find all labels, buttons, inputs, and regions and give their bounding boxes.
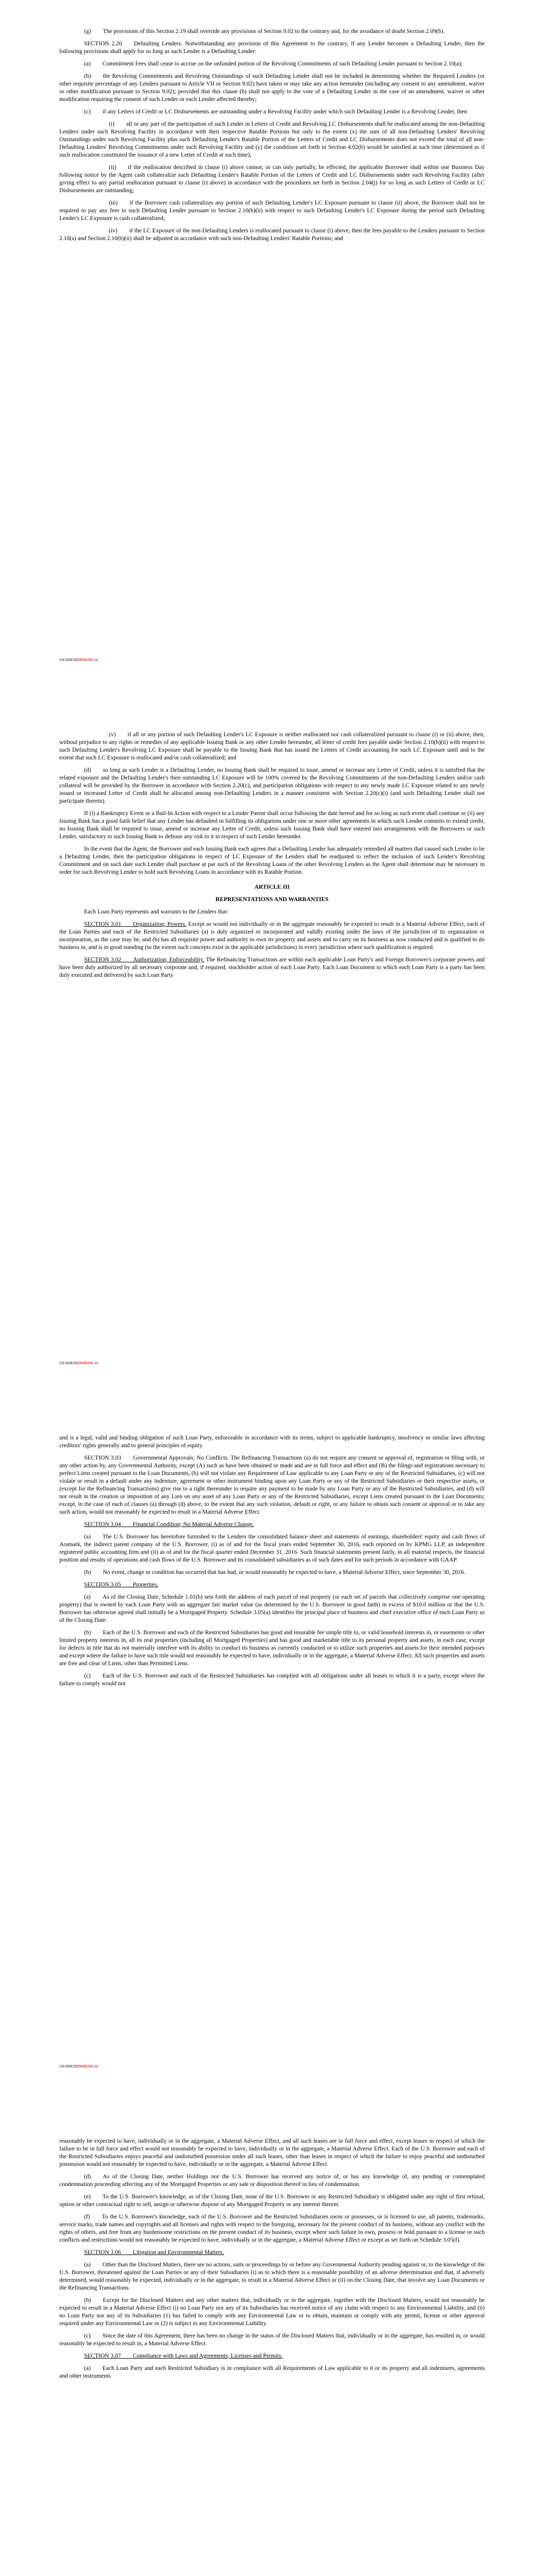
section-heading: SECTION 3.05 Properties. bbox=[84, 1582, 159, 1588]
page-3-body bbox=[59, 1434, 485, 1692]
page-4 bbox=[0, 2110, 544, 2576]
doc-footer: US-DOCS\89588268.14 bbox=[59, 658, 98, 662]
paragraph: (c) Each of the U.S. Borrower and each of the Restricted Subsidiaries has complied with all obligations under all leases to which it is a party, except where the failure to comply would not bbox=[59, 1673, 485, 1687]
paragraph: SECTION 3.03 Governmental Approvals; No Conflicts. The Refinancing Transactions (a) do not require any consent or approval of, registration or filing with, or any other action by, any Governmental Authority, except (A) such as have been obtained or made and are in full force and effect and (B) the filings and registrations necessary to perfect Liens created pursuant to the Loan Documents, (b) will not violate any Requirement of Law applicable to any Loan Party or any of the Restricted Subsidiaries, (c) will not violate or result in a default under any indenture, agreement or other instrument binding upon any Loan Party or any of the Restricted Subsidiaries or their respective assets, or (except for the Refinancing Transactions) give rise to a right thereunder to require any payment to be made by any Loan Party or any of the Restricted Subsidiaries, and (d) will not result in the creation or imposition of any Lien on any asset of any Loan Party or any of the Restricted Subsidiaries, except Liens created pursuant to the Loan Documents; except, in the case of each of clauses (a) through (d) above, to the extent that any such violation, default or right, or any failure to obtain such consent or approval or to take any such action, would not reasonably be expected to result in a Material Adverse Effect. bbox=[59, 1455, 485, 1515]
page-3 bbox=[0, 1406, 544, 2110]
paragraph: (b) the Revolving Commitments and Revolving Outstandings of such Defaulting Lender shall not be included in determining whether the Required Lenders (or other requisite percentage of any Lenders pursuant to Article VII or Section 9.02) have taken or may take any action hereunder (including any consent to any amendment, waiver or other modification pursuant to Section 9.02); provided that this clause (b) shall not apply to the vote of a Defaulting Lender in the case of an amendment, waiver or other modification requiring the consent of such Lender or each Lender affected thereby; bbox=[59, 73, 485, 103]
paragraph: and is a legal, valid and binding obligation of such Loan Party, enforceable in accordance with its terms, subject to applicable bankruptcy, insolvency or similar laws affecting creditors' rights generally and to general principles of equity. bbox=[59, 1435, 485, 1449]
section-heading: SECTION 3.06 Litigation and Environmental Matters. bbox=[84, 2249, 224, 2256]
paragraph: Each Loan Party represents and warrants to the Lenders that: bbox=[84, 909, 229, 915]
paragraph: (iii) if the Borrower cash collateralizes any portion of such Defaulting Lender's LC Exposure pursuant to clause (ii) above, the Borrower shall not be required to pay any fees to such Defaulting Lender pursuant to Section 2.10(b)(ii) with respect to such Defaulting Lender's LC Exposure during the period such Defaulting Lender's LC Exposure is cash collateralized; bbox=[59, 200, 485, 222]
paragraph: (b) Each of the U.S. Borrower and each of the Restricted Subsidiaries has good and insurable fee simple title to, or valid leasehold interests in, or easements or other limited property interests in, all its real properties (including all Mortgaged Properties) and has good and marketable title to its personal property and assets, in each case, except for defects in title that do not materially interfere with its ability to conduct its business as currently conducted or to utilize such properties and assets for their intended purposes and except where the failure to have such title would not reasonably be expected to have, individually or in the aggregate, a Material Adverse Effect. All such properties and assets are free and clear of Liens, other than Permitted Liens. bbox=[59, 1630, 485, 1667]
paragraph: (b) No event, change or condition has occurred that has had, or would reasonably be expected to have, a Material Adverse Effect, since September 30, 2016. bbox=[84, 1569, 466, 1575]
page-4-body bbox=[59, 2138, 485, 2385]
paragraph: (d) As of the Closing Date, neither Holdings nor the U.S. Borrower has received any notice of, or has any knowledge of, any pending or contemplated condemnation proceeding affecting any of the Mortgaged Properties or any sale or disposition thereof in lieu of condemnation. bbox=[59, 2174, 485, 2188]
article-title: REPRESENTATIONS AND WARRANTIES bbox=[215, 896, 329, 903]
section-heading: SECTION 3.04 Financial Condition; No Material Adverse Change. bbox=[84, 1521, 254, 1528]
paragraph: In the event that the Agent, the Borrower and each Issuing Bank each agrees that a Defaulting Lender has adequately remedied all matters that caused such Lender to be a Defaulting Lender, then the participation obligations in respect of LC Exposure of the Lenders shall be readjusted to reflect the inclusion of such Lender's Revolving Commitment and on such date such Lender shall purchase at par such of the Revolving Loans of the other Revolving Lenders as the Agent shall determine may be necessary in order for such Revolving Lender to hold such Revolving Loans in accordance with its Ratable Portion. bbox=[59, 846, 485, 875]
paragraph: (f) To the U.S. Borrower's knowledge, each of the U.S. Borrower and the Restricted Subsidiaries owns or possesses, or is licensed to use, all patents, trademarks, service marks, trade names and copyrights and all licenses and rights with respect to the foregoing, necessary for the present conduct of its business, without any conflict with the rights of others, and free from any burdensome restrictions on the present conduct of its business, except where such failure to own, possess or hold pursuant to a license or such conflicts and restrictions would not reasonably be expected to have, individually or in the aggregate, a Material Adverse Effect or except as set forth on Schedule 3.05(f). bbox=[59, 2214, 485, 2243]
page-2-body bbox=[59, 731, 485, 984]
paragraph: (i) all or any part of the participation of such Lender in Letters of Credit and Revolving LC Disbursements shall be reallocated among the non-Defaulting Lenders under such Revolving Facility in accordance with their respective Ratable Portions but only to the extent (x) the sum of all non-Defaulting Lenders' Revolving Outstandings under such Revolving Facility plus such Defaulting Lender's Ratable Portion of the Letters of Credit and LC Disbursements does not exceed the total of all non-Defaulting Lenders' Revolving Commitments under such Revolving Facility and (y) the conditions set forth in Section 4.02(b) would be satisfied at such time (determined as if such reallocation constituted the issuance of a new Letter of Credit at such time); bbox=[59, 121, 485, 158]
paragraph: (a) Each Loan Party and each Restricted Subsidiary is in compliance with all Requirements of Law applicable to it or its property and all indentures, agreements and other instruments bbox=[59, 2365, 485, 2379]
paragraph: (b) Except for the Disclosed Matters and any other matters that, individually or in the aggregate, together with the Disclosed Matters, would not reasonably be expected to result in a Material Adverse Effect (i) no Loan Party nor any of its Subsidiaries has received notice of any claim with respect to any Environmental Liability, and (ii) no Loan Party nor any of its Subsidiaries (1) has failed to comply with any Environmental Law or to obtain, maintain or comply with any permit, license or other approval required under any Environmental Law or (2) is subject to any Environmental Liability. bbox=[59, 2297, 485, 2327]
section-3-01: SECTION 3.01 Organization; Powers. Except as would not individually or in the aggregate reasonably be expected to result in a Material Adverse Effect, each of the Loan Parties and each of the Restricted Subsidiaries (a) is duly organized or incorporated and validly existing under the laws of the jurisdiction of its organization or incorporation, as the case may be, and (b) has all requisite power and authority to own its property and assets and to carry on its business as now conducted and is qualified to do business in, and is in good standing (to the extent such concepts exist in the applicable jurisdictions) in every jurisdiction where such qualification is required. bbox=[59, 921, 485, 951]
paragraph: (c) if any Letters of Credit or LC Disbursements are outstanding under a Revolving Facility under which such Defaulting Lender is a Revolving Lender, then bbox=[84, 109, 468, 115]
paragraph: (e) To the U.S. Borrower's knowledge, as of the Closing Date, none of the U.S. Borrower or any Restricted Subsidiary is obligated under any right of first refusal, option or other contractual right to sell, assign or otherwise dispose of any Mortgaged Property or any interest therein. bbox=[59, 2194, 485, 2208]
paragraph: reasonably be expected to have, individually or in the aggregate, a Material Adverse Effect, and all such leases are in full force and effect, except leases in respect of which the failure to be in full force and effect would not reasonably be expected to have, individually or in the aggregate, a Material Adverse Effect. Each of the U.S. Borrower and each of the Restricted Subsidiaries enjoys peaceful and undisturbed possession under all such leases, other than leases in respect of which the failure to enjoy peaceful and undisturbed possession would not reasonably be expected to have, individually or in the aggregate, a Material Adverse Effect. bbox=[59, 2138, 485, 2167]
doc-footer: US-DOCS\89588268.14 bbox=[59, 2065, 98, 2069]
paragraph: (v) if all or any portion of such Defaulting Lender's LC Exposure is neither reallocated nor cash collateralized pursuant to clause (i) or (ii) above, then, without prejudice to any rights or remedies of any applicable Issuing Bank or any other Lender hereunder, all letter of credit fees payable under Section 2.10(b)(ii) with respect to such Defaulting Lender's Revolving LC Exposure shall be payable to the Issuing Bank that has issued the Letters of Credit accounting for such LC Exposure until and to the extent that such LC Exposure is reallocated and/or cash collateralized; and bbox=[59, 732, 485, 761]
doc-footer: US-DOCS\89588268.14 bbox=[59, 1362, 98, 1365]
section-heading: SECTION 3.07 Compliance with Laws and Agreements; Licenses and Permits. bbox=[84, 2353, 283, 2359]
section-3-02: SECTION 3.02 Authorization; Enforceability. The Refinancing Transactions are within each applicable Loan Party's and Foreign Borrower's corporate powers and have been duly authorized by all necessary corporate and, if required, stockholder action of each Loan Party. Each Loan Document to which each Loan Party is a party has been duly executed and delivered by such Loan Party bbox=[59, 957, 485, 978]
paragraph: SECTION 2.20 Defaulting Lenders. Notwithstanding any provision of this Agreement to the contrary, if any Lender becomes a Defaulting Lender, then the following provisions shall apply for so long as such Lender is a Defaulting Lender: bbox=[59, 41, 485, 55]
paragraph: If (i) a Bankruptcy Event or a Bail-In Action with respect to a Lender Parent shall occur following the date hereof and for so long as such event shall continue or (ii) any Issuing Bank has a good faith belief that any Lender has defaulted in fulfilling its obligations under one or more other agreements in which such Lender commits to extend credit, no Issuing Bank shall be required to issue, amend or increase any Letter of Credit, unless such Issuing Bank shall have entered into arrangements with the Borrowers or such Lender, satisfactory to such Issuing Bank to defease any risk to it in respect of such Lender hereunder. bbox=[59, 810, 485, 840]
paragraph: (a) The U.S. Borrower has heretofore furnished to the Lenders the consolidated balance sheet and statements of earnings, shareholders' equity and cash flows of Aramark, the indirect parent company of the U.S. Borrower, (i) as of and for the fiscal years ended September 30, 2016, each reported on by KPMG LLP, an independent registered public accounting firm and (ii) as of and for the fiscal quarter ended December 31, 2016. Such financial statements present fairly, in all material respects, the financial position and results of operations and cash flows of the U.S. Borrower and its consolidated subsidiaries as of such dates and for such periods in accordance with GAAP. bbox=[59, 1534, 485, 1563]
paragraph: (d) so long as such Lender is a Defaulting Lender, no Issuing Bank shall be required to issue, amend or increase any Letter of Credit, unless it is satisfied that the related exposure and the Defaulting Lender's then outstanding LC Exposure will be 100% covered by the Revolving Commitments of the non-Defaulting Lenders and/or cash collateral will be provided by the Borrower in accordance with Section 2.20(c), and participation obligations with respect to any newly made LC Exposure related to any newly issued or increased Letter of Credit shall be allocated among non-Defaulting Lenders in a manner consistent with Section 2.20(c)(i) (and such Defaulting Lender shall not participate therein). bbox=[59, 767, 485, 804]
paragraph: (a) Commitment Fees shall cease to accrue on the unfunded portion of the Revolving Commitments of such Defaulting Lender pursuant to Section 2.10(a); bbox=[84, 61, 463, 67]
paragraph: (iv) if the LC Exposure of the non-Defaulting Lenders is reallocated pursuant to clause (i) above, then the fees payable to the Lenders pursuant to Section 2.10(a) and Section 2.10(b)(ii) shall be adjusted in accordance with such non-Defaulting Lenders' Ratable Portions; and bbox=[59, 228, 485, 242]
paragraph: (a) Other than the Disclosed Matters, there are no actions, suits or proceedings by or before any Governmental Authority pending against or, to the knowledge of the U.S. Borrower, threatened against the Loan Parties or any of their Subsidiaries (i) as to which there is a reasonable possibility of an adverse determination and that, if adversely determined, would reasonably be expected, individually or in the aggregate, to result in a Material Adverse Effect or (ii) on the Closing Date, that involve any Loan Documents or the Refinancing Transactions. bbox=[59, 2262, 485, 2291]
paragraph: (a) As of the Closing Date, Schedule 1.01(b) sets forth the address of each parcel of real property (or each set of parcels that collectively comprise one operating property) that is owned by each Loan Party with an aggregate fair market value (as determined by the U.S. Borrower in good faith) in excess of $10.0 million or that the U.S. Borrower has otherwise agreed shall initially be a Mortgaged Property. Schedule 3.05(a) identifies the principal place of business and chief executive office of each Loan Party as of the Closing Date. bbox=[59, 1594, 485, 1623]
article-heading: ARTICLE III bbox=[254, 884, 290, 890]
paragraph: (ii) if the reallocation described in clause (i) above cannot, or can only partially, be effected, the applicable Borrower shall within one Business Day following notice by the Agent cash collateralize such Defaulting Lender's Ratable Portion of the Letters of Credit and LC Disbursements under such Revolving Facility (after giving effect to any partial reallocation pursuant to clause (i) above) in accordance with the procedures set forth in Section 2.04(j) for so long as such Letters of Credit or LC Disbursements are outstanding; bbox=[59, 164, 485, 194]
page-1-body bbox=[59, 28, 485, 247]
page-1 bbox=[0, 0, 544, 703]
paragraph: (c) Since the date of this Agreement, there has been no change in the status of the Disclosed Matters that, individually or in the aggregate, has resulted in, or would reasonably be expected to result in, a Material Adverse Effect. bbox=[59, 2333, 485, 2347]
page-2 bbox=[0, 703, 544, 1406]
paragraph: (g) The provisions of this Section 2.19 shall override any provisions of Section 9.02 to the contrary and, for the avoidance of doubt Section 2.09(b). bbox=[84, 28, 445, 35]
